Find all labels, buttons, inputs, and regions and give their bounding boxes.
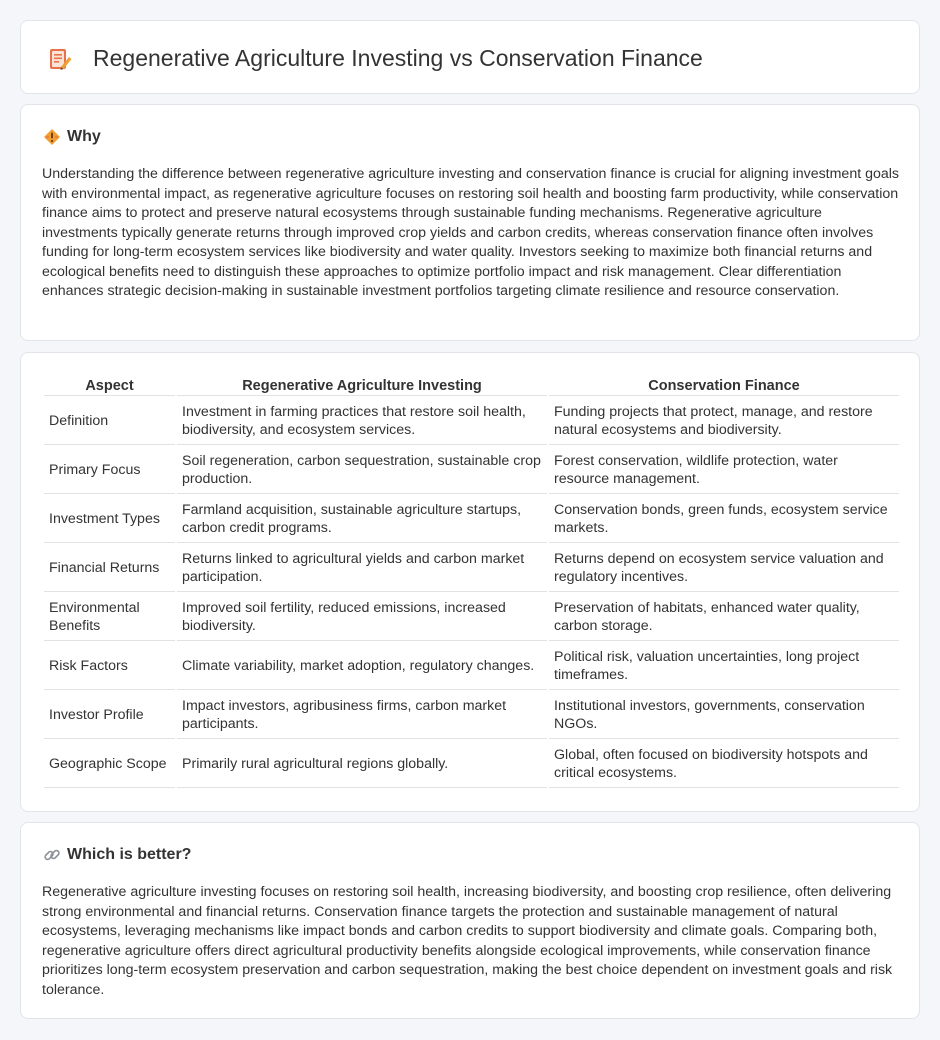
aspect-cell: Risk Factors	[44, 643, 175, 690]
why-section	[20, 104, 920, 341]
regenerative-cell: Farmland acquisition, sustainable agriculture startups, carbon credit programs.	[177, 496, 547, 543]
aspect-cell: Primary Focus	[44, 447, 175, 494]
regenerative-cell: Improved soil fertility, reduced emissions, increased biodiversity.	[177, 594, 547, 641]
regenerative-cell: Climate variability, market adoption, regulatory changes.	[177, 643, 547, 690]
table-row	[44, 496, 899, 543]
conservation-cell: Returns depend on ecosystem service valuation and regulatory incentives.	[549, 545, 899, 592]
header-conservation: Conservation Finance	[549, 376, 899, 396]
why-header	[43, 127, 101, 147]
conservation-cell: Political risk, valuation uncertainties, long project timeframes.	[549, 643, 899, 690]
table-row	[44, 643, 899, 690]
aspect-cell: Environmental Benefits	[44, 594, 175, 641]
regenerative-cell: Primarily rural agricultural regions globally.	[177, 741, 547, 788]
conservation-cell: Funding projects that protect, manage, and restore natural ecosystems and biodiversity.	[549, 398, 899, 445]
table-row	[44, 545, 899, 592]
table-row	[44, 594, 899, 641]
conservation-cell: Conservation bonds, green funds, ecosystem service markets.	[549, 496, 899, 543]
aspect-cell: Geographic Scope	[44, 741, 175, 788]
why-body: Understanding the difference between regenerative agriculture investing and conservation finance is crucial for aligning investment goals with environmental impact, as regenerative agriculture focuses on restoring soil health and boosting farm productivity, while conservation finance aims to protect and preserve natural ecosystems through sustainable funding mechanisms. Regenerative agriculture investments typically generate returns through improved crop yields and carbon credits, whereas conservation finance often involves funding for long-term ecosystem services like biodiversity and water quality. Investors seeking to maximize both financial returns and ecological benefits need to distinguish these approaches to optimize portfolio impact and risk management. Clear differentiation enhances strategic decision-making in sustainable investment portfolios targeting climate resilience and resource conservation.	[42, 166, 900, 299]
aspect-cell: Investor Profile	[44, 692, 175, 739]
document-edit-icon	[47, 46, 73, 72]
conservation-cell: Institutional investors, governments, conservation NGOs.	[549, 692, 899, 739]
header-regenerative: Regenerative Agriculture Investing	[177, 376, 547, 396]
regenerative-cell: Returns linked to agricultural yields and carbon market participation.	[177, 545, 547, 592]
better-heading: Which is better?	[67, 846, 192, 863]
table-row	[44, 692, 899, 739]
regenerative-cell: Investment in farming practices that restore soil health, biodiversity, and ecosystem services.	[177, 398, 547, 445]
better-header	[43, 845, 191, 865]
aspect-cell: Financial Returns	[44, 545, 175, 592]
table-header-row	[44, 376, 899, 396]
title-card	[20, 20, 920, 94]
table-row	[44, 398, 899, 445]
regenerative-cell: Impact investors, agribusiness firms, carbon market participants.	[177, 692, 547, 739]
better-body: Regenerative agriculture investing focuses on restoring soil health, increasing biodiversity, and boosting crop resilience, often delivering strong environmental and financial returns. Conservation finance targets the protection and sustainable management of natural ecosystems, leveraging mechanisms like impact bonds and carbon credits to support biodiversity and climate goals. Comparing both, regenerative agriculture offers direct agricultural productivity benefits alongside ecological improvements, while conservation finance prioritizes long-term ecosystem preservation and carbon sequestration, making the best choice dependent on investment goals and risk tolerance.	[42, 884, 893, 998]
comparison-table	[42, 374, 901, 790]
table-row	[44, 447, 899, 494]
conservation-cell: Preservation of habitats, enhanced water quality, carbon storage.	[549, 594, 899, 641]
which-better-section	[20, 822, 920, 1019]
link-icon	[43, 846, 61, 864]
conservation-cell: Forest conservation, wildlife protection, water resource management.	[549, 447, 899, 494]
regenerative-cell: Soil regeneration, carbon sequestration, sustainable crop production.	[177, 447, 547, 494]
conservation-cell: Global, often focused on biodiversity hotspots and critical ecosystems.	[549, 741, 899, 788]
warning-diamond-icon	[43, 128, 61, 146]
aspect-cell: Definition	[44, 398, 175, 445]
comparison-card	[20, 352, 920, 812]
page-title: Regenerative Agriculture Investing vs Conservation Finance	[93, 45, 703, 71]
aspect-cell: Investment Types	[44, 496, 175, 543]
header-aspect: Aspect	[44, 376, 175, 396]
why-heading: Why	[67, 128, 101, 145]
table-row	[44, 741, 899, 788]
